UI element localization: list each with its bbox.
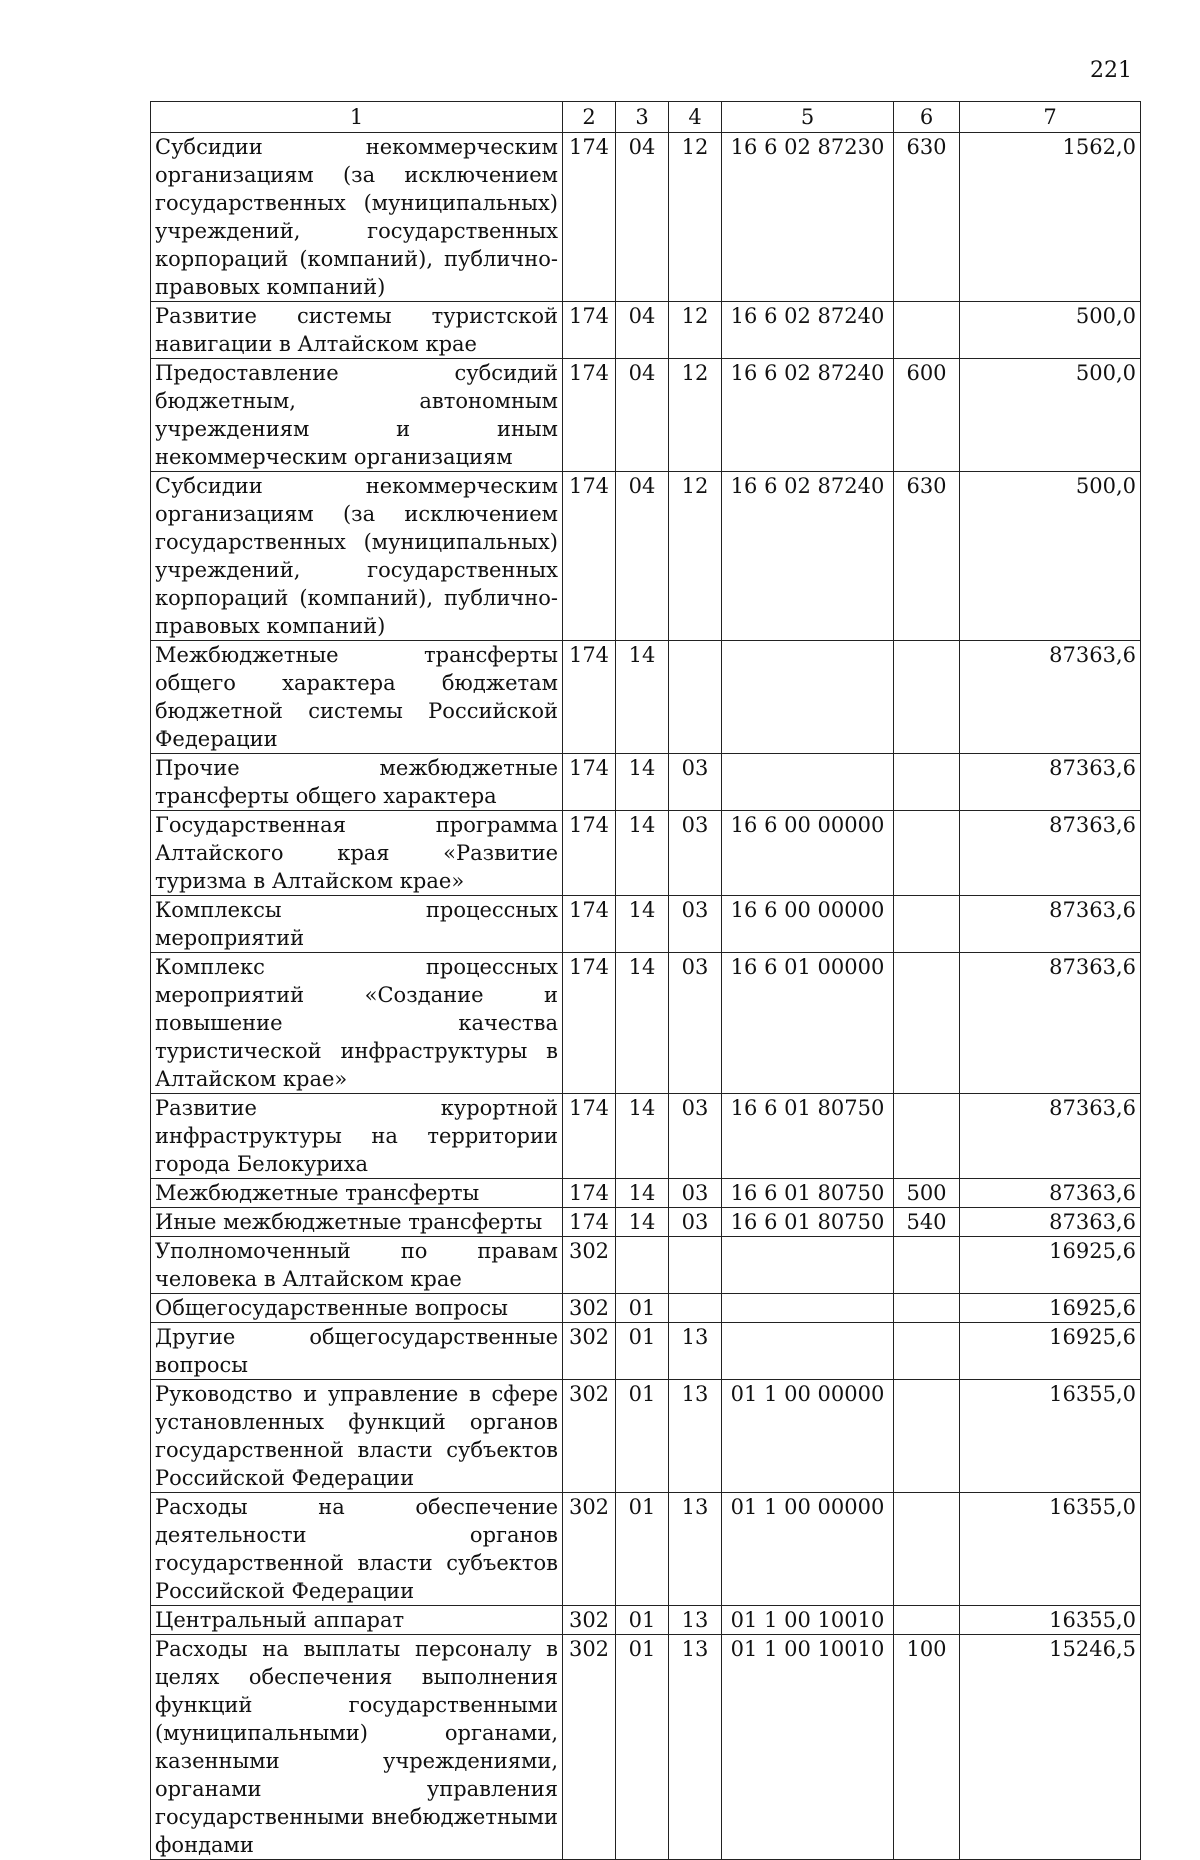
row-description: Расходы на обеспечение деятельности органов государственной власти субъектов Российской Федерации [151,1493,563,1606]
row-description: Прочие межбюджетные трансферты общего характера [151,754,563,811]
row-code-4 [669,641,722,754]
row-code-2: 174 [563,302,616,359]
row-code-3: 01 [616,1294,669,1323]
row-description: Уполномоченный по правам человека в Алтайском крае [151,1237,563,1294]
row-code-3: 04 [616,472,669,641]
budget-table [150,101,1141,1860]
row-code-2: 302 [563,1606,616,1635]
row-code-2: 302 [563,1323,616,1380]
row-code-5 [722,1294,894,1323]
row-code-6: 540 [894,1208,960,1237]
table-row [151,1094,1141,1179]
table-row [151,1635,1141,1860]
table-row [151,1179,1141,1208]
row-amount: 87363,6 [960,754,1141,811]
row-code-5 [722,641,894,754]
header-row [151,102,1141,133]
row-code-5: 16 6 02 87240 [722,359,894,472]
row-code-6 [894,953,960,1094]
row-code-3: 01 [616,1493,669,1606]
row-description: Комплексы процессных мероприятий [151,896,563,953]
table-row [151,1380,1141,1493]
table-row [151,302,1141,359]
column-header: 7 [960,102,1141,133]
row-code-2: 302 [563,1635,616,1860]
row-code-2: 174 [563,133,616,302]
row-code-5: 16 6 01 80750 [722,1208,894,1237]
row-description: Межбюджетные трансферты [151,1179,563,1208]
row-code-4: 03 [669,1094,722,1179]
row-description: Государственная программа Алтайского края «Развитие туризма в Алтайском крае» [151,811,563,896]
row-code-4: 12 [669,359,722,472]
row-amount: 16355,0 [960,1493,1141,1606]
row-amount: 87363,6 [960,953,1141,1094]
row-code-5: 16 6 01 00000 [722,953,894,1094]
row-code-5: 01 1 00 10010 [722,1635,894,1860]
row-code-6 [894,811,960,896]
column-header: 2 [563,102,616,133]
column-header: 5 [722,102,894,133]
row-description: Субсидии некоммерческим организациям (за исключением государственных (муниципальных) учреждений, государственных корпораций (компаний), публично-правовых компаний) [151,472,563,641]
row-amount: 16355,0 [960,1606,1141,1635]
row-code-4: 13 [669,1606,722,1635]
row-code-4 [669,1237,722,1294]
row-code-2: 174 [563,641,616,754]
row-code-3: 01 [616,1606,669,1635]
column-header: 3 [616,102,669,133]
row-code-6: 630 [894,133,960,302]
row-amount: 87363,6 [960,1208,1141,1237]
row-code-3: 14 [616,953,669,1094]
row-code-4: 12 [669,302,722,359]
row-amount: 1562,0 [960,133,1141,302]
row-amount: 87363,6 [960,1094,1141,1179]
table-row [151,896,1141,953]
row-code-3: 04 [616,133,669,302]
row-code-6: 630 [894,472,960,641]
row-code-3: 14 [616,896,669,953]
row-amount: 16925,6 [960,1237,1141,1294]
table-row [151,1208,1141,1237]
table-row [151,953,1141,1094]
row-amount: 87363,6 [960,641,1141,754]
row-description: Субсидии некоммерческим организациям (за исключением государственных (муниципальных) учреждений, государственных корпораций (компаний), публично-правовых компаний) [151,133,563,302]
row-code-5: 01 1 00 10010 [722,1606,894,1635]
row-code-2: 174 [563,953,616,1094]
row-code-3: 14 [616,1179,669,1208]
row-code-6 [894,302,960,359]
row-code-5 [722,754,894,811]
row-code-3: 14 [616,641,669,754]
row-code-6 [894,1237,960,1294]
row-code-2: 302 [563,1493,616,1606]
row-code-5: 16 6 02 87240 [722,472,894,641]
row-description: Общегосударственные вопросы [151,1294,563,1323]
row-description: Предоставление субсидий бюджетным, автономным учреждениям и иным некоммерческим организациям [151,359,563,472]
table-row [151,1606,1141,1635]
table-row [151,811,1141,896]
row-amount: 15246,5 [960,1635,1141,1860]
table-row [151,1294,1141,1323]
row-code-2: 174 [563,896,616,953]
row-code-4: 03 [669,754,722,811]
row-code-2: 174 [563,754,616,811]
row-code-6 [894,641,960,754]
row-code-4: 13 [669,1323,722,1380]
row-code-4: 12 [669,472,722,641]
row-description: Развитие системы туристской навигации в Алтайском крае [151,302,563,359]
row-code-3: 14 [616,1208,669,1237]
row-code-6 [894,896,960,953]
row-code-5 [722,1323,894,1380]
row-description: Комплекс процессных мероприятий «Создание и повышение качества туристической инфраструктуры в Алтайском крае» [151,953,563,1094]
row-code-5: 16 6 02 87230 [722,133,894,302]
row-code-3: 01 [616,1635,669,1860]
row-amount: 87363,6 [960,811,1141,896]
row-description: Центральный аппарат [151,1606,563,1635]
row-amount: 500,0 [960,472,1141,641]
row-code-5: 01 1 00 00000 [722,1380,894,1493]
row-amount: 16925,6 [960,1323,1141,1380]
row-code-6: 500 [894,1179,960,1208]
row-code-4: 13 [669,1635,722,1860]
row-code-6 [894,1323,960,1380]
row-code-2: 174 [563,811,616,896]
row-code-3: 14 [616,1094,669,1179]
page-number: 221 [1090,58,1132,83]
row-code-6: 100 [894,1635,960,1860]
row-amount: 16355,0 [960,1380,1141,1493]
row-code-4: 13 [669,1493,722,1606]
row-code-3: 01 [616,1380,669,1493]
row-code-6 [894,1493,960,1606]
row-code-4: 03 [669,1179,722,1208]
row-code-5: 16 6 00 00000 [722,896,894,953]
row-code-4: 03 [669,953,722,1094]
row-code-3: 01 [616,1323,669,1380]
row-description: Другие общегосударственные вопросы [151,1323,563,1380]
table-row [151,472,1141,641]
table-row [151,133,1141,302]
row-code-6 [894,1094,960,1179]
row-code-2: 174 [563,1179,616,1208]
row-code-2: 174 [563,1208,616,1237]
row-description: Расходы на выплаты персоналу в целях обеспечения выполнения функций государственными (муниципальными) органами, казенными учреждениями, органами управления государственными внебюджетными фондами [151,1635,563,1860]
table-row [151,1493,1141,1606]
row-code-6 [894,1294,960,1323]
row-code-5 [722,1237,894,1294]
row-amount: 500,0 [960,359,1141,472]
column-header: 6 [894,102,960,133]
row-code-2: 174 [563,472,616,641]
row-description: Межбюджетные трансферты общего характера бюджетам бюджетной системы Российской Федерации [151,641,563,754]
table-row [151,1237,1141,1294]
column-header: 4 [669,102,722,133]
row-code-5: 01 1 00 00000 [722,1493,894,1606]
row-code-4: 13 [669,1380,722,1493]
row-code-2: 174 [563,1094,616,1179]
row-amount: 500,0 [960,302,1141,359]
row-code-2: 174 [563,359,616,472]
row-code-3: 14 [616,754,669,811]
row-description: Развитие курортной инфраструктуры на территории города Белокуриха [151,1094,563,1179]
row-code-2: 302 [563,1237,616,1294]
row-code-2: 302 [563,1294,616,1323]
row-description: Руководство и управление в сфере установленных функций органов государственной власти субъектов Российской Федерации [151,1380,563,1493]
row-code-4: 12 [669,133,722,302]
row-code-4: 03 [669,896,722,953]
row-code-6 [894,1380,960,1493]
row-code-3: 04 [616,359,669,472]
row-amount: 87363,6 [960,896,1141,953]
row-code-2: 302 [563,1380,616,1493]
row-code-3: 14 [616,811,669,896]
row-code-5: 16 6 01 80750 [722,1179,894,1208]
row-code-4: 03 [669,1208,722,1237]
row-code-6 [894,754,960,811]
row-code-3: 04 [616,302,669,359]
column-header: 1 [151,102,563,133]
row-code-3 [616,1237,669,1294]
row-code-6: 600 [894,359,960,472]
row-code-4 [669,1294,722,1323]
table-body [151,133,1141,1860]
row-amount: 16925,6 [960,1294,1141,1323]
table-row [151,1323,1141,1380]
table-row [151,754,1141,811]
row-code-5: 16 6 01 80750 [722,1094,894,1179]
row-description: Иные межбюджетные трансферты [151,1208,563,1237]
row-code-4: 03 [669,811,722,896]
row-code-5: 16 6 02 87240 [722,302,894,359]
row-code-6 [894,1606,960,1635]
table-row [151,641,1141,754]
row-code-5: 16 6 00 00000 [722,811,894,896]
table-row [151,359,1141,472]
row-amount: 87363,6 [960,1179,1141,1208]
